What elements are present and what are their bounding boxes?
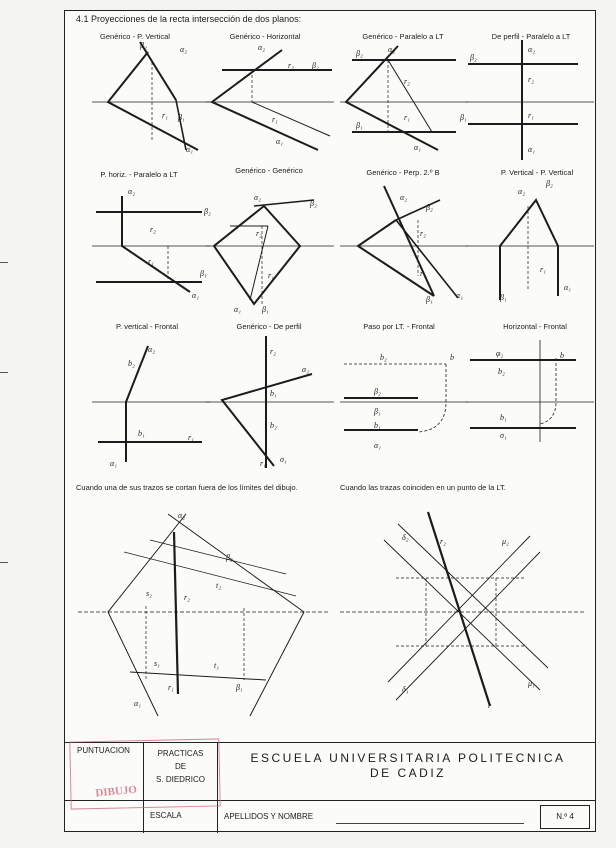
diagram-generico-generico <box>206 193 334 314</box>
label-alpha2: α₂ <box>518 187 525 196</box>
label-alpha2: α₂ <box>388 45 395 54</box>
label-alpha1: α₁ <box>276 137 283 146</box>
diagram-p-horiz-paralelo-lt <box>92 187 211 300</box>
cell-label: P. Vertical - P. Vertical <box>500 168 574 177</box>
label-sigma1: σ₁ <box>500 431 507 440</box>
label-alpha2: α₂ <box>128 187 135 196</box>
label-alpha1: α₁ <box>110 459 117 468</box>
label-beta1: β₁ <box>262 305 269 314</box>
label-r2: r₂ <box>270 347 276 356</box>
diagram-generico-paralelo-lt <box>340 45 468 152</box>
name-underline <box>336 823 524 824</box>
label-b1: b₁ <box>270 389 277 398</box>
label-b2: b₂ <box>128 359 135 368</box>
label-beta2: β₂ <box>546 179 553 188</box>
label-r1: r₁ <box>268 271 274 280</box>
label-t1: t₁ <box>214 661 220 670</box>
label-alpha2: α₂ <box>258 43 265 52</box>
label-b: b <box>450 353 454 362</box>
label-beta2: β₂ <box>426 203 433 212</box>
cell-label: Genérico - Genérico <box>235 166 303 175</box>
label-b2: b₂ <box>270 421 277 430</box>
label-alpha1: α₁ <box>134 699 141 708</box>
label-delta1: δ₁ <box>402 685 409 694</box>
cell-label: Genérico - P. Vertical <box>100 32 170 41</box>
label-r1: r₁ <box>528 111 534 120</box>
label-b2: b₂ <box>498 367 505 376</box>
diagram-de-perfil-paralelo-lt <box>459 40 594 160</box>
label-alpha2: α₂ <box>178 511 185 520</box>
label-r2: r₂ <box>528 75 534 84</box>
cell-label: P. vertical - Frontal <box>116 322 178 331</box>
label-beta1: β₁ <box>500 293 507 302</box>
diagram-horizontal-frontal <box>466 340 594 442</box>
label-mu2: μ₂ <box>502 537 509 546</box>
label-b: b <box>560 351 564 360</box>
label-phi2: φ₂ <box>496 349 504 358</box>
diagram-generico-horizontal <box>206 43 334 150</box>
school-name <box>228 751 588 781</box>
label-r1: r₁ <box>540 265 546 274</box>
label-alpha1: α₁ <box>414 143 421 152</box>
cell-label: Genérico - Horizontal <box>229 32 301 41</box>
label-b1: b₁ <box>138 429 145 438</box>
diagram-p-vertical-frontal <box>92 345 210 468</box>
note-left: Cuando una de sus trazos se cortan fuera de los límites del dibujo. <box>76 483 298 492</box>
diagram-paso-por-lt-frontal <box>340 353 468 450</box>
label-s2: s₂ <box>146 589 152 598</box>
label-b1: b₁ <box>374 421 381 430</box>
label-r1: r₁ <box>162 111 168 120</box>
label-beta2: β₂ <box>356 49 363 58</box>
label-r2: r₂ <box>150 225 156 234</box>
diagram-trazas-punto-lt <box>340 512 584 710</box>
label-mu1: μ₁ <box>528 679 535 688</box>
label-beta1: β₁ <box>356 121 363 130</box>
label-beta2: β₂ <box>140 41 147 50</box>
label-r1: r₁ <box>404 113 410 122</box>
diagram-p-vertical-p-vertical <box>466 179 594 302</box>
label-beta2: β₂ <box>312 61 319 70</box>
cell-label: P. horiz. - Paralelo a LT <box>100 170 178 179</box>
label-r1: r₁ <box>272 115 278 124</box>
label-b2: b₂ <box>380 353 387 362</box>
label-beta2: β₂ <box>374 387 381 396</box>
practicas-line: PRACTICAS <box>157 749 204 758</box>
label-alpha1: α₁ <box>186 145 193 154</box>
label-r2: r₂ <box>184 593 190 602</box>
dibujo-stamp <box>69 738 220 809</box>
exercise-title: 4.1 Proyecciones de la recta intersección de dos planos: <box>76 14 302 24</box>
label-beta1: β₁ <box>178 113 185 122</box>
puntuacion-label: PUNTUACION <box>77 746 130 755</box>
label-r2: r₂ <box>420 229 426 238</box>
cell-label: Genérico - De perfil <box>236 322 302 331</box>
label-s1: s₁ <box>154 659 160 668</box>
label-r1: r₁ <box>420 269 426 278</box>
school-line: DE CADIZ <box>369 766 446 780</box>
label-alpha2: α₂ <box>148 345 155 354</box>
label-alpha1: α₁ <box>192 291 199 300</box>
label-alpha1: α₁ <box>374 441 381 450</box>
label-r1: r₁ <box>168 683 174 692</box>
label-sigma1: σ₁ <box>280 455 287 464</box>
label-alpha2: α₂ <box>400 193 407 202</box>
diagram-trazos-fuera-limites <box>78 511 330 716</box>
note-right: Cuando las trazas coinciden en un punto de la LT. <box>340 483 506 492</box>
label-beta1: β₁ <box>374 407 381 416</box>
cell-label: De perfil - Paralelo a LT <box>491 32 571 41</box>
label-r2: r₂ <box>256 229 262 238</box>
label-alpha2: α₂ <box>302 365 309 374</box>
escala-label: ESCALA <box>150 811 182 820</box>
label-r2: r₂ <box>404 77 410 86</box>
diagram-generico-perp-2b <box>340 186 468 304</box>
label-alpha2: α₂ <box>528 45 535 54</box>
label-beta1: β₁ <box>236 683 243 692</box>
label-alpha1: α₁ <box>456 291 463 300</box>
label-alpha1: α₁ <box>564 283 571 292</box>
label-beta1: β₁ <box>426 295 433 304</box>
label-beta2: β₂ <box>204 207 211 216</box>
practicas-line: S. DIEDRICO <box>156 775 205 784</box>
label-beta2: β₂ <box>310 199 317 208</box>
label-beta1: β₁ <box>200 269 207 278</box>
label-r2: r₂ <box>288 61 294 70</box>
label-beta2: β₂ <box>470 53 477 62</box>
label-alpha2: α₂ <box>180 45 187 54</box>
apellidos-label: APELLIDOS Y NOMBRE <box>224 812 314 821</box>
label-beta2: β₂ <box>226 553 233 562</box>
cell-label: Genérico - Paralelo a LT <box>362 32 444 41</box>
school-line: ESCUELA UNIVERSITARIA POLITECNICA <box>250 751 566 765</box>
label-r1: r₁ <box>188 433 194 442</box>
cell-label: Genérico - Perp. 2.º B <box>366 168 440 177</box>
label-t2: t₂ <box>216 581 222 590</box>
label-delta2: δ₂ <box>402 533 409 542</box>
label-r2: r₂ <box>440 537 446 546</box>
diagram-generico-p-vertical <box>92 41 210 154</box>
label-alpha1: α₁ <box>528 145 535 154</box>
sheet-number: N.º 4 <box>540 805 590 829</box>
cell-label: Horizontal - Frontal <box>503 322 567 331</box>
label-r1: r₁ <box>148 257 154 266</box>
practicas-line: DE <box>174 762 187 771</box>
cell-label: Paso por LT. - Frontal <box>363 322 435 331</box>
label-r1: r₁ <box>260 459 266 468</box>
label-alpha1: α₁ <box>234 305 241 314</box>
label-r: r <box>488 701 492 710</box>
stamp-text: DIBUJO <box>94 783 138 800</box>
diagram-generico-de-perfil <box>206 336 334 468</box>
label-alpha2: α₂ <box>254 193 261 202</box>
label-beta1: β₁ <box>460 113 467 122</box>
label-b1: b₁ <box>500 413 507 422</box>
